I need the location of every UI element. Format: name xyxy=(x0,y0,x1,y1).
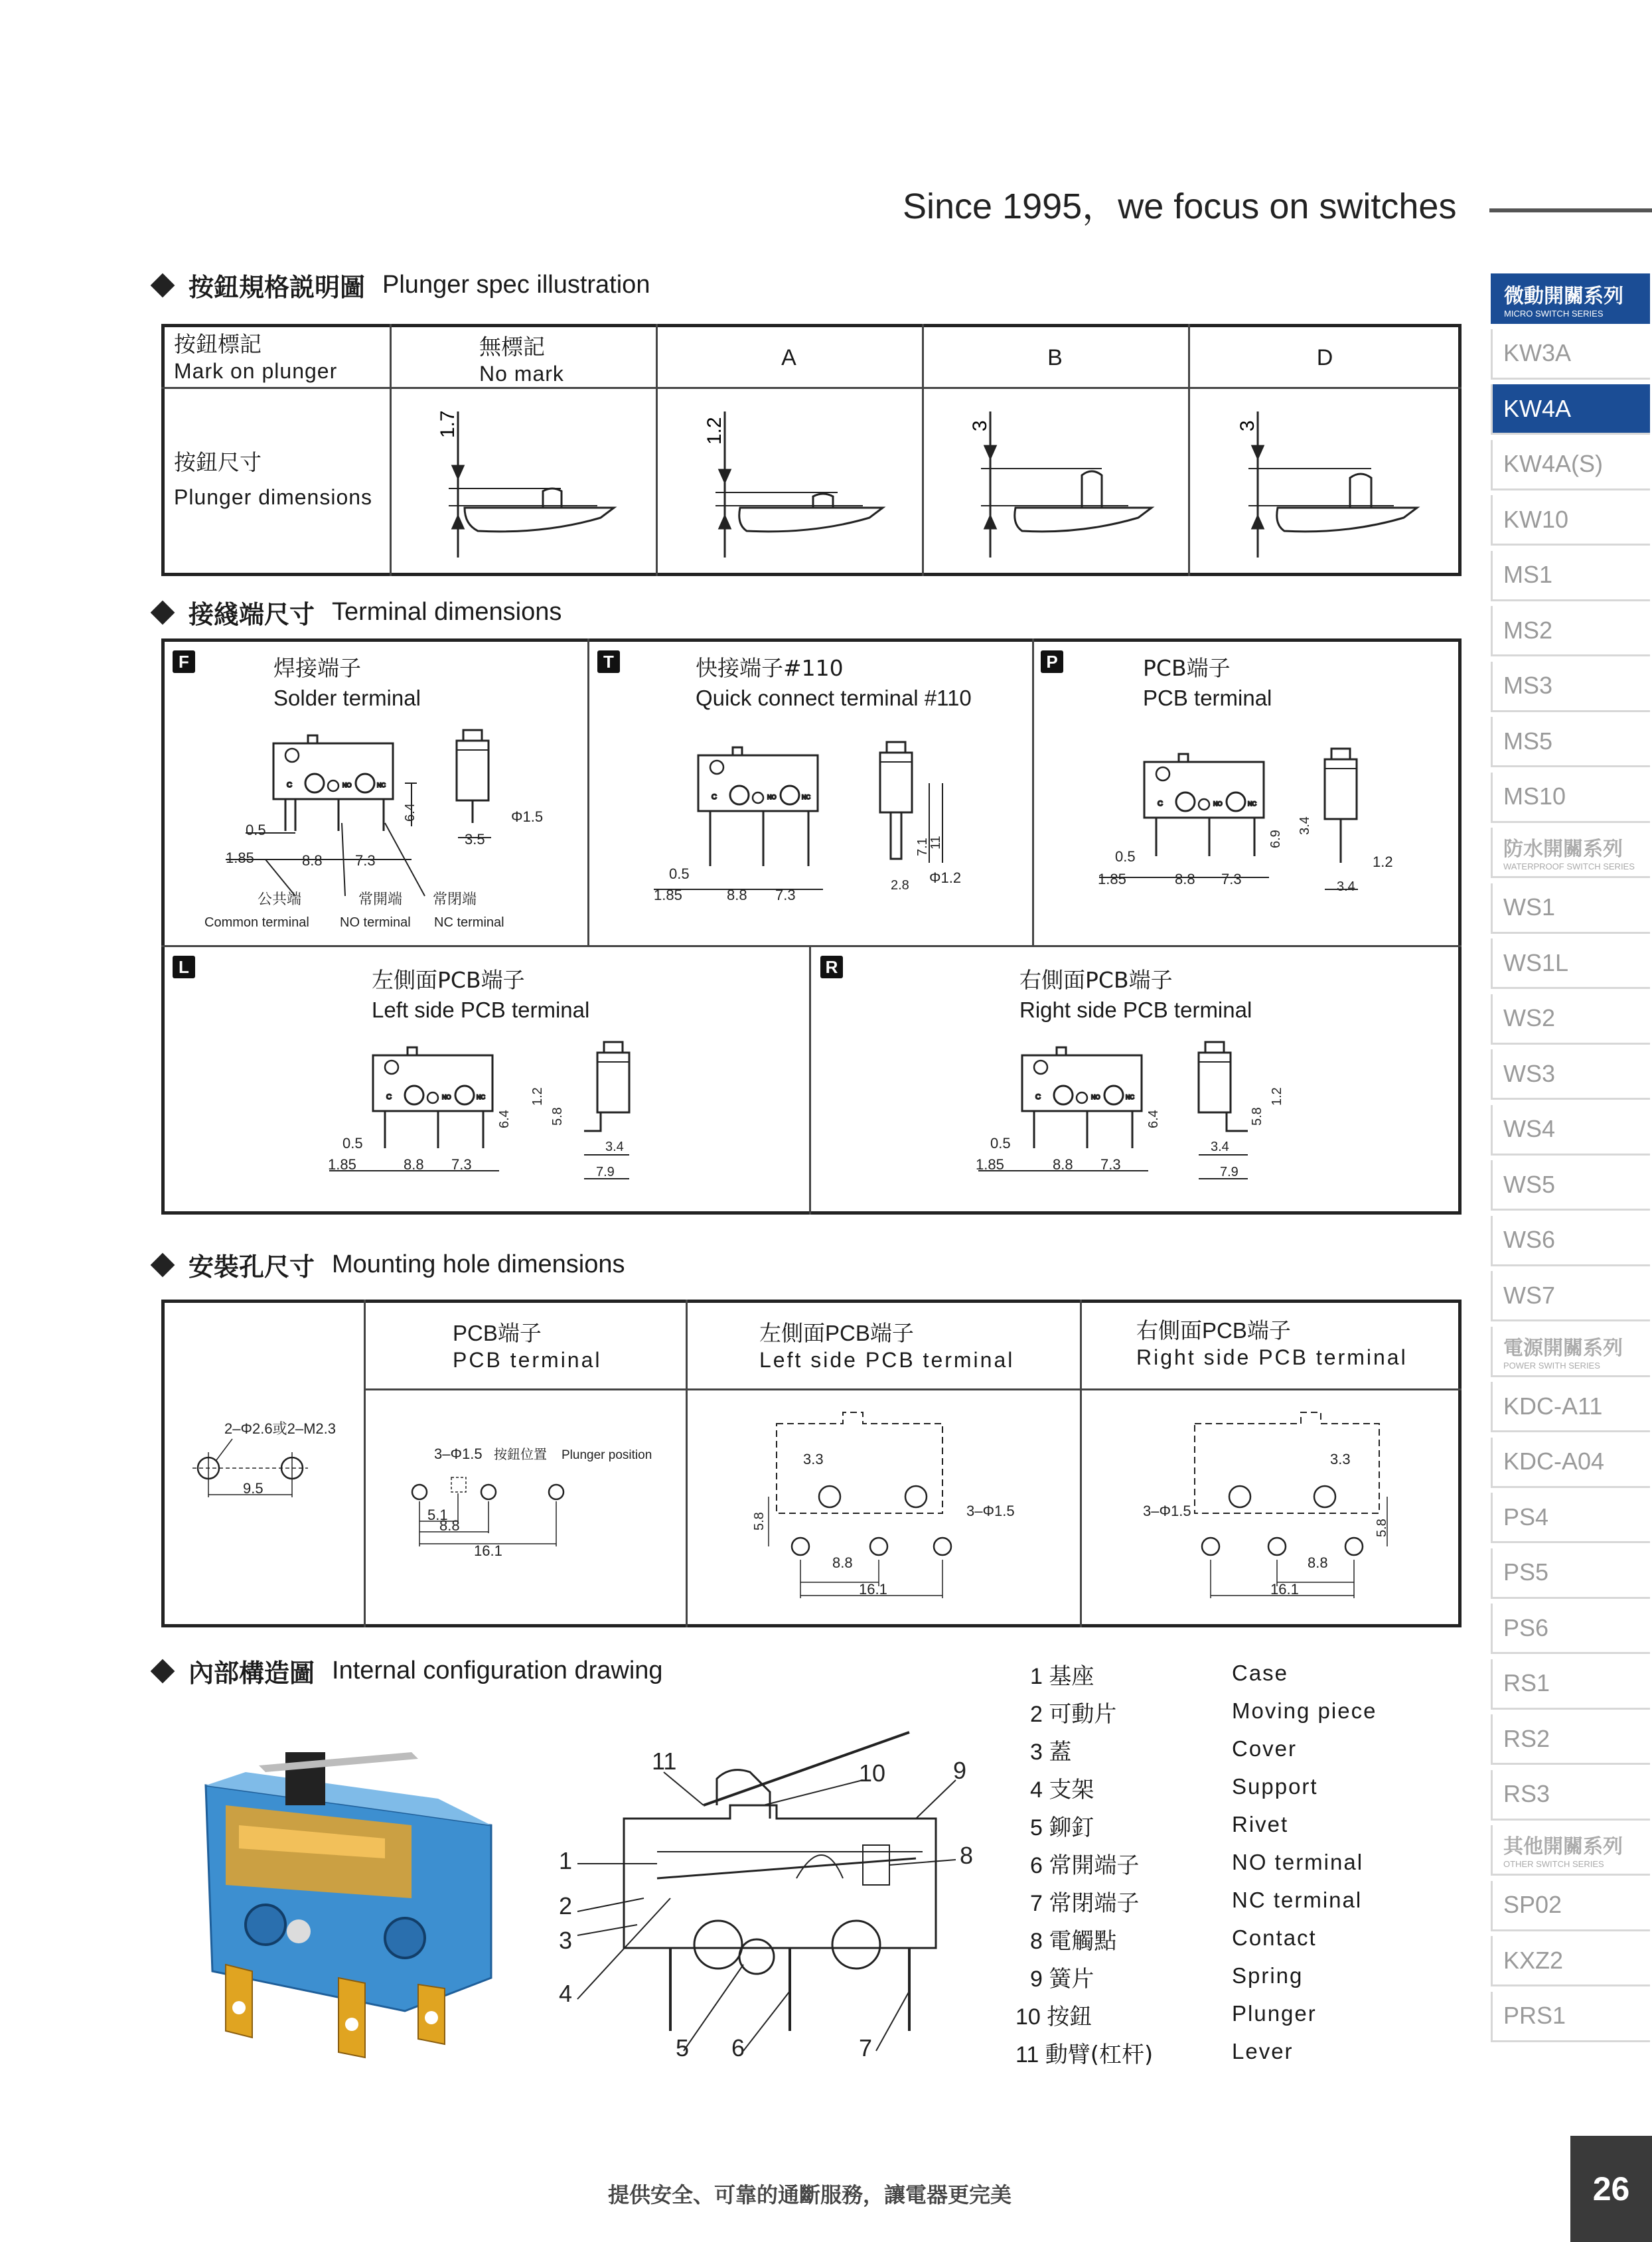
sidebar-item-kw10[interactable]: KW10 xyxy=(1491,495,1650,546)
sidebar-item-ps5[interactable]: PS5 xyxy=(1491,1548,1650,1599)
part-number: 7 xyxy=(1030,1891,1043,1916)
sidebar-item-kw3a[interactable]: KW3A xyxy=(1491,329,1650,380)
label-en: Mark on plunger xyxy=(174,359,338,384)
dim: 8.8 xyxy=(1308,1554,1328,1571)
part-name-en: Cover xyxy=(1232,1736,1298,1761)
series-header xyxy=(1491,1327,1650,1377)
label-zh: 焊接端子 xyxy=(273,655,361,681)
label-zh: 右側面PCB端子 xyxy=(1136,1318,1291,1343)
dim: 8.8 xyxy=(439,1517,460,1534)
dim: 16.1 xyxy=(859,1581,887,1598)
callout-6: 6 xyxy=(731,2034,745,2061)
part-legend-row xyxy=(1015,1998,1092,2031)
part-name-zh: 可動片 xyxy=(1049,1701,1117,1728)
series-name-en: MICRO SWITCH SERIES xyxy=(1504,308,1604,319)
plunger-position-en: Plunger position xyxy=(562,1448,652,1462)
part-number: 5 xyxy=(1030,1815,1043,1840)
page-number: 26 xyxy=(1570,2136,1652,2242)
dim: 1.85 xyxy=(1098,871,1126,887)
dim: 0.5 xyxy=(1115,848,1136,865)
sidebar-item-ms3[interactable]: MS3 xyxy=(1491,662,1650,712)
label-zh: 左側面PCB端子 xyxy=(372,967,525,993)
dim: 7.3 xyxy=(1100,1156,1121,1173)
callout-5: 5 xyxy=(676,2034,690,2061)
part-name-zh: 動臂(杠杆) xyxy=(1045,2042,1154,2068)
dim-b: 3 xyxy=(969,420,991,431)
dim: 2.8 xyxy=(891,878,909,893)
label-zh: 左側面PCB端子 xyxy=(759,1321,914,1345)
label-zh: 按鈕標記 xyxy=(174,332,262,356)
part-name-en: Moving piece xyxy=(1232,1698,1377,1723)
dim: 6.9 xyxy=(1268,830,1283,848)
common-en: Common terminal xyxy=(204,915,309,930)
label-zh: 按鈕尺寸 xyxy=(174,450,262,475)
dim: 0.5 xyxy=(342,1135,363,1152)
label-en: No mark xyxy=(479,362,564,386)
sidebar-item-ws5[interactable]: WS5 xyxy=(1491,1160,1650,1211)
callout-10: 10 xyxy=(859,1759,886,1787)
dim: 6.4 xyxy=(403,803,417,822)
series-header xyxy=(1491,828,1650,878)
part-name-en: NC terminal xyxy=(1232,1888,1363,1912)
sidebar-item-sp02[interactable]: SP02 xyxy=(1491,1881,1650,1931)
label-en: Right side PCB terminal xyxy=(1019,997,1252,1022)
internal-section-title: 內部構造圖 Internal configuration drawing xyxy=(154,1653,663,1689)
label-zh: PCB端子 xyxy=(1143,655,1231,681)
series-name-zh: 防水開關系列 xyxy=(1503,838,1623,861)
no-zh: 常開端 xyxy=(358,891,403,907)
part-name-en: Support xyxy=(1232,1774,1318,1799)
part-name-zh: 鉚釘 xyxy=(1049,1815,1094,1841)
dim: 6.4 xyxy=(497,1110,512,1128)
dim: 1.85 xyxy=(654,887,682,903)
dim: 7.3 xyxy=(355,852,376,869)
series-name-zh: 電源開關系列 xyxy=(1503,1336,1623,1360)
dim: 8.8 xyxy=(1175,871,1195,887)
sidebar-item-ps6[interactable]: PS6 xyxy=(1491,1604,1650,1654)
label-en: Plunger dimensions xyxy=(174,485,373,510)
dim: Φ1.5 xyxy=(511,808,544,825)
badge-l: L xyxy=(173,956,195,978)
dim: 8.8 xyxy=(302,852,323,869)
part-name-en: NO terminal xyxy=(1232,1850,1364,1874)
label-zh: 右側面PCB端子 xyxy=(1019,967,1173,993)
dim-nomark: 1.7 xyxy=(437,410,459,438)
sidebar-item-kdc-a04[interactable]: KDC-A04 xyxy=(1491,1438,1650,1488)
part-name-zh: 常閉端子 xyxy=(1049,1890,1140,1917)
dim: 5.1 xyxy=(427,1507,448,1523)
sidebar-item-ms10[interactable]: MS10 xyxy=(1491,773,1650,823)
label-en: PCB terminal xyxy=(453,1348,602,1373)
part-number: 4 xyxy=(1030,1777,1043,1803)
slogan: Since 1995，we focus on switches xyxy=(903,187,1457,226)
mount-holes-dim: 9.5 xyxy=(243,1480,263,1497)
dim: 5.8 xyxy=(550,1107,565,1126)
sidebar-item-kw4a[interactable]: KW4A xyxy=(1491,384,1650,435)
dim: 5.8 xyxy=(752,1512,767,1531)
dim: 1.85 xyxy=(328,1156,356,1173)
callout-9: 9 xyxy=(953,1757,967,1784)
dim: 3.3 xyxy=(803,1451,824,1467)
dim: 0.5 xyxy=(246,822,266,838)
part-legend-row xyxy=(1030,1923,1116,1955)
callout-8: 8 xyxy=(960,1842,974,1869)
plunger-section-title: 按鈕規格説明圖 Plunger spec illustration xyxy=(154,267,650,303)
sidebar-item-ws1[interactable]: WS1 xyxy=(1491,883,1650,934)
label-en: Left side PCB terminal xyxy=(759,1348,1015,1373)
part-legend-row xyxy=(1015,2036,1153,2069)
label-zh: PCB端子 xyxy=(453,1321,542,1345)
dim: 3.5 xyxy=(465,831,485,848)
badge-t: T xyxy=(597,650,620,673)
label-zh: 快接端子#110 xyxy=(696,655,844,681)
dim: 5.8 xyxy=(1375,1519,1389,1537)
terminal-section-title: 接綫端尺寸 Terminal dimensions xyxy=(154,594,562,631)
dim: 1.2 xyxy=(1373,854,1393,870)
sidebar-item-kw4a-s-[interactable]: KW4A(S) xyxy=(1491,440,1650,490)
col-a-header: A xyxy=(781,345,796,370)
dim: 6.4 xyxy=(1146,1110,1161,1128)
dim: 3–Φ1.5 xyxy=(1143,1503,1191,1519)
sidebar-item-rs3[interactable]: RS3 xyxy=(1491,1770,1650,1821)
part-legend-row xyxy=(1030,1961,1094,1993)
sidebar-item-ws3[interactable]: WS3 xyxy=(1491,1049,1650,1100)
series-name-zh: 微動開關系列 xyxy=(1504,284,1623,308)
part-legend-row xyxy=(1030,1771,1094,1804)
part-name-en: Plunger xyxy=(1232,2001,1317,2026)
sidebar-item-ms5[interactable]: MS5 xyxy=(1491,717,1650,767)
plunger-position-zh: 按鈕位置 xyxy=(494,1448,547,1462)
part-legend-row xyxy=(1030,1696,1116,1728)
sidebar-item-ws2[interactable]: WS2 xyxy=(1491,994,1650,1045)
dim: 0.5 xyxy=(990,1135,1011,1152)
dim: 7.3 xyxy=(451,1156,472,1173)
label-en: Solder terminal xyxy=(273,685,421,710)
dim: 8.8 xyxy=(727,887,747,903)
dim: 7.3 xyxy=(775,887,796,903)
callout-4: 4 xyxy=(559,1980,573,2007)
callout-1: 1 xyxy=(559,1847,573,1874)
label-zh: 無標記 xyxy=(479,335,545,359)
col-b-header: B xyxy=(1047,345,1063,370)
part-name-zh: 簧片 xyxy=(1049,1966,1094,1992)
dim: 1.85 xyxy=(226,850,254,866)
dim: 7.9 xyxy=(1220,1165,1239,1179)
part-legend-row xyxy=(1030,1734,1071,1766)
dim: 0.5 xyxy=(669,865,690,882)
dim: 3.4 xyxy=(605,1140,624,1154)
part-name-zh: 支架 xyxy=(1049,1777,1094,1803)
dim: 8.8 xyxy=(1053,1156,1073,1173)
part-number: 6 xyxy=(1030,1853,1043,1878)
series-header xyxy=(1491,273,1650,324)
dim: 3.4 xyxy=(1337,879,1355,894)
part-number: 10 xyxy=(1015,2004,1041,2030)
part-legend-row xyxy=(1030,1809,1094,1842)
dim: 3.4 xyxy=(1298,816,1312,835)
part-name-en: Lever xyxy=(1232,2039,1294,2063)
dim: 7.1 xyxy=(915,838,930,856)
mounting-section-title: 安裝孔尺寸 Mounting hole dimensions xyxy=(154,1246,625,1283)
sidebar-item-kxz2[interactable]: KXZ2 xyxy=(1491,1936,1650,1986)
part-name-zh: 蓋 xyxy=(1049,1739,1072,1765)
dim-a: 1.2 xyxy=(704,417,725,445)
label-en: Quick connect terminal #110 xyxy=(696,685,972,710)
part-number: 8 xyxy=(1030,1929,1043,1954)
dim: 8.8 xyxy=(832,1554,853,1571)
dim: 3–Φ1.5 xyxy=(966,1503,1015,1519)
nc-zh: 常閉端 xyxy=(433,891,477,907)
callout-11: 11 xyxy=(652,1748,677,1775)
part-number: 9 xyxy=(1030,1967,1043,1992)
dim: 3.4 xyxy=(1211,1140,1229,1154)
dim: 7.9 xyxy=(596,1165,615,1179)
part-number: 1 xyxy=(1030,1664,1043,1689)
part-name-en: Contact xyxy=(1232,1925,1317,1950)
callout-2: 2 xyxy=(559,1892,573,1919)
series-name-en: WATERPROOF SWITCH SERIES xyxy=(1503,861,1635,871)
part-name-en: Case xyxy=(1232,1661,1289,1685)
dim: 1.2 xyxy=(1270,1087,1284,1106)
part-legend-row xyxy=(1030,1847,1139,1880)
series-name-en: POWER SWITH SERIES xyxy=(1503,1360,1600,1371)
series-name-zh: 其他開關系列 xyxy=(1503,1835,1623,1858)
badge-f: F xyxy=(173,650,195,673)
part-number: 2 xyxy=(1030,1702,1043,1727)
sidebar-item-kdc-a11[interactable]: KDC-A11 xyxy=(1491,1382,1650,1432)
series-name-en: OTHER SWITCH SERIES xyxy=(1503,1859,1604,1869)
callout-7: 7 xyxy=(859,2034,873,2061)
part-legend-row xyxy=(1030,1885,1139,1917)
part-legend-row xyxy=(1030,1658,1094,1690)
part-name-en: Spring xyxy=(1232,1963,1304,1988)
sidebar-item-ms2[interactable]: MS2 xyxy=(1491,606,1650,656)
sidebar-item-ms1[interactable]: MS1 xyxy=(1491,551,1650,601)
sidebar-item-ps4[interactable]: PS4 xyxy=(1491,1493,1650,1543)
sidebar-item-ws6[interactable]: WS6 xyxy=(1491,1216,1650,1266)
dim: 16.1 xyxy=(1270,1581,1299,1598)
sidebar-item-ws1l[interactable]: WS1L xyxy=(1491,938,1650,989)
label-en: Left side PCB terminal xyxy=(372,997,590,1022)
label-en: PCB terminal xyxy=(1143,685,1272,710)
sidebar-item-prs1[interactable]: PRS1 xyxy=(1491,1992,1650,2042)
series-header xyxy=(1491,1825,1650,1876)
col-d-header: D xyxy=(1316,345,1333,370)
part-number: 3 xyxy=(1030,1740,1043,1765)
callout-3: 3 xyxy=(559,1927,573,1954)
badge-p: P xyxy=(1041,650,1063,673)
label-en: Right side PCB terminal xyxy=(1136,1345,1408,1370)
mount-pcb-label: 3–Φ1.5 xyxy=(434,1446,483,1462)
dim: Φ1.2 xyxy=(929,869,962,886)
nc-en: NC terminal xyxy=(434,915,504,930)
footer-slogan: 提供安全、可靠的通斷服務，讓電器更完美 xyxy=(608,2182,1012,2207)
part-name-zh: 常開端子 xyxy=(1049,1852,1140,1879)
dim: 1.2 xyxy=(530,1087,545,1106)
badge-r: R xyxy=(820,956,843,978)
mount-holes-label: 2–Φ2.6或2–M2.3 xyxy=(224,1420,336,1437)
dim: 11 xyxy=(929,836,943,850)
part-name-zh: 電觸點 xyxy=(1049,1928,1117,1955)
dim: 1.85 xyxy=(976,1156,1004,1173)
sidebar-item-rs2[interactable]: RS2 xyxy=(1491,1714,1650,1765)
part-name-en: Rivet xyxy=(1232,1812,1289,1836)
dim: 8.8 xyxy=(404,1156,424,1173)
sidebar-item-rs1[interactable]: RS1 xyxy=(1491,1659,1650,1710)
terminal-drawings: C NO NC 0.5 1.85 8.8 7.3 6.4 Φ1.5 3.5 公共端 Common terminal 常開端 NO terminal 常閉端 NC terminal 0.5 1.85 8.8 7.3 7.1 11 2.8 Φ1.2 0.5 1.85 8.8 7.3 6.9 3.4 1.2 3.4 0.5 1.85 8.8 7.3 6.4 1.2 5.8 3.4 7.9 0.5 1.85 8.8 7.3 6.4 5.8 1.2 3.4 7.9 xyxy=(13,51,1393,1179)
dim: 3.3 xyxy=(1330,1451,1351,1467)
common-zh: 公共端 xyxy=(258,891,302,907)
dim: 7.3 xyxy=(1221,871,1242,887)
sidebar-item-ws7[interactable]: WS7 xyxy=(1491,1271,1650,1321)
no-en: NO terminal xyxy=(340,915,411,930)
part-name-zh: 基座 xyxy=(1049,1663,1094,1690)
sidebar-item-ws4[interactable]: WS4 xyxy=(1491,1105,1650,1156)
part-number: 11 xyxy=(1015,2042,1039,2067)
dim: 16.1 xyxy=(474,1542,502,1559)
part-name-zh: 按鈕 xyxy=(1047,2004,1092,2030)
dim: 5.8 xyxy=(1250,1107,1264,1126)
dim-d: 3 xyxy=(1237,420,1258,431)
